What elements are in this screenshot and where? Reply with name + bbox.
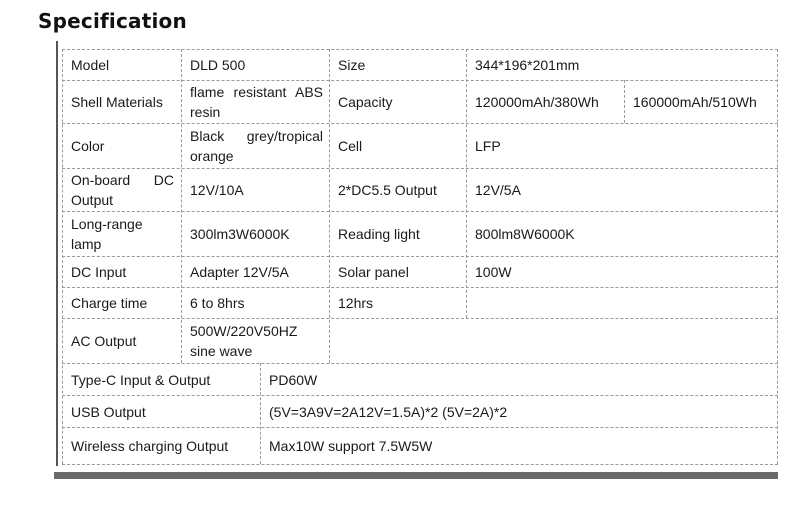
spec-value: 120000mAh/380Wh [475, 94, 599, 110]
spec-value: 12V/10A [190, 182, 244, 198]
spec-value [467, 319, 777, 363]
spec-value: 800lm8W6000K [475, 226, 575, 242]
spec-label-text: Long-range lamp [71, 216, 143, 252]
page-title: Specification [38, 9, 187, 33]
spec-value: PD60W [269, 371, 318, 388]
spec-value [467, 288, 777, 318]
spec-label: USB Output [71, 403, 146, 420]
spec-label [63, 169, 181, 211]
spec-value-text: Black grey/tropical orange [190, 128, 323, 164]
spec-value: 100W [475, 264, 512, 280]
spec-label: AC Output [71, 333, 137, 349]
spec-value [182, 81, 329, 123]
spec-value [182, 319, 329, 363]
spec-label: Charge time [71, 295, 148, 311]
spec-label: Capacity [338, 94, 393, 110]
col-divider [777, 49, 778, 464]
spec-label: DC Input [71, 264, 127, 280]
spec-value: 160000mAh/510Wh [633, 94, 757, 110]
spec-label: Color [71, 138, 105, 154]
spec-value: 6 to 8hrs [190, 295, 245, 311]
spec-value: 300lm3W6000K [190, 226, 290, 242]
spec-value: 12V/5A [475, 182, 521, 198]
spec-value-text: 500W/220V50HZ sine wave [190, 323, 298, 359]
spec-value: 344*196*201mm [475, 57, 580, 73]
spec-value: Adapter 12V/5A [190, 264, 289, 280]
spec-value: DLD 500 [190, 57, 246, 73]
spec-value: LFP [475, 138, 501, 154]
spec-label: Reading light [338, 226, 420, 242]
row-divider [62, 464, 778, 465]
spec-label: 2*DC5.5 Output [338, 182, 437, 198]
spec-value: Max10W support 7.5W5W [269, 438, 433, 454]
spec-value: 12hrs [338, 295, 374, 311]
spec-label: Type-C Input & Output [71, 371, 211, 388]
spec-label-text: On-board DC Output [71, 172, 174, 208]
spec-value: (5V=3A9V=2A12V=1.5A)*2 (5V=2A)*2 [269, 403, 508, 420]
spec-label: Wireless charging Output [71, 438, 229, 454]
spec-label: Solar panel [338, 264, 409, 280]
spec-label: Model [71, 57, 110, 73]
spec-label: Cell [338, 138, 363, 154]
spec-label: Shell Materials [71, 94, 163, 110]
spec-value [330, 319, 466, 363]
spec-label [63, 212, 181, 256]
spec-value-text: flame resistant ABS resin [190, 84, 323, 120]
spec-label: Size [338, 57, 366, 73]
bottom-divider-bar [54, 472, 778, 479]
spec-value [182, 124, 329, 168]
